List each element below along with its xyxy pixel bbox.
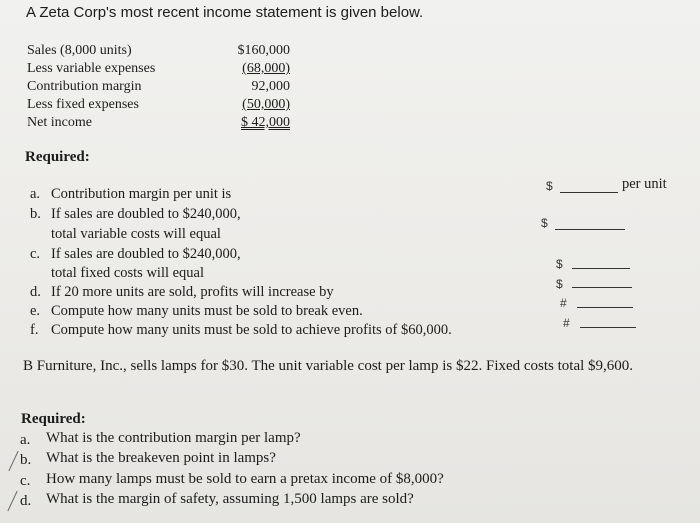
statement-value-variable: (68,000): [242, 61, 290, 76]
answer-e-symbol: #: [560, 296, 567, 310]
statement-value-cm: 92,000: [251, 79, 290, 94]
item-e-text: Compute how many units must be sold to break even.: [51, 303, 363, 319]
statement-label-net: Net income: [27, 115, 92, 130]
item-letter-b: b.: [30, 206, 41, 222]
item-a-text: Contribution margin per unit is: [51, 186, 232, 202]
answer-b-blank[interactable]: [555, 229, 625, 230]
item-c-text: If sales are doubled to $240,000,: [51, 246, 241, 262]
q-d-text: What is the margin of safety, assuming 1,500 lamps are sold?: [46, 491, 414, 507]
answer-a-blank[interactable]: [560, 192, 618, 193]
answer-d-blank[interactable]: [572, 287, 632, 288]
required-heading-1: Required:: [25, 149, 90, 165]
answer-c-symbol: $: [556, 257, 563, 271]
statement-label-fixed: Less fixed expenses: [27, 97, 139, 112]
q-letter-c: c.: [20, 473, 31, 489]
intro-text: A Zeta Corp's most recent income statement is given below.: [26, 4, 424, 21]
item-b-text-2: total variable costs will equal: [51, 226, 221, 242]
answer-b-symbol: $: [541, 216, 548, 230]
statement-value-fixed: (50,000): [242, 97, 290, 112]
item-b-text: If sales are doubled to $240,000,: [51, 206, 241, 222]
pencil-mark-b: [8, 451, 18, 471]
q-c-text: How many lamps must be sold to earn a pretax income of $8,000?: [46, 471, 444, 487]
required-heading-2: Required:: [21, 411, 86, 427]
pencil-mark-d: [7, 491, 17, 511]
statement-label-variable: Less variable expenses: [27, 61, 156, 76]
q-b-text: What is the breakeven point in lamps?: [46, 450, 276, 466]
answer-e-blank[interactable]: [577, 307, 633, 308]
answer-a-symbol: $: [546, 179, 553, 193]
item-letter-e: e.: [30, 303, 41, 319]
item-f-text: Compute how many units must be sold to achieve profits of $60,000.: [51, 322, 452, 338]
q-letter-a: a.: [20, 432, 31, 448]
q-a-text: What is the contribution margin per lamp?: [46, 430, 301, 446]
item-letter-d: d.: [30, 284, 41, 300]
statement-value-sales: $160,000: [237, 43, 290, 58]
problem2-text: B Furniture, Inc., sells lamps for $30. The unit variable cost per lamp is $22. Fixed costs total $9,600.: [23, 358, 634, 374]
answer-d-symbol: $: [556, 277, 563, 291]
q-letter-b: b.: [20, 452, 32, 468]
statement-label-sales: Sales (8,000 units): [27, 43, 132, 58]
answer-a-suffix: per unit: [622, 176, 667, 192]
statement-value-net: $ 42,000: [241, 115, 290, 130]
item-letter-a: a.: [30, 186, 41, 202]
answer-f-blank[interactable]: [580, 327, 636, 328]
statement-label-cm: Contribution margin: [27, 79, 142, 94]
item-letter-f: f.: [30, 322, 39, 338]
q-letter-d: d.: [20, 493, 32, 509]
item-d-text: If 20 more units are sold, profits will increase by: [51, 284, 334, 300]
item-letter-c: c.: [30, 246, 41, 262]
answer-f-symbol: #: [563, 316, 570, 330]
item-c-text-2: total fixed costs will equal: [51, 265, 205, 281]
answer-c-blank[interactable]: [572, 268, 630, 269]
